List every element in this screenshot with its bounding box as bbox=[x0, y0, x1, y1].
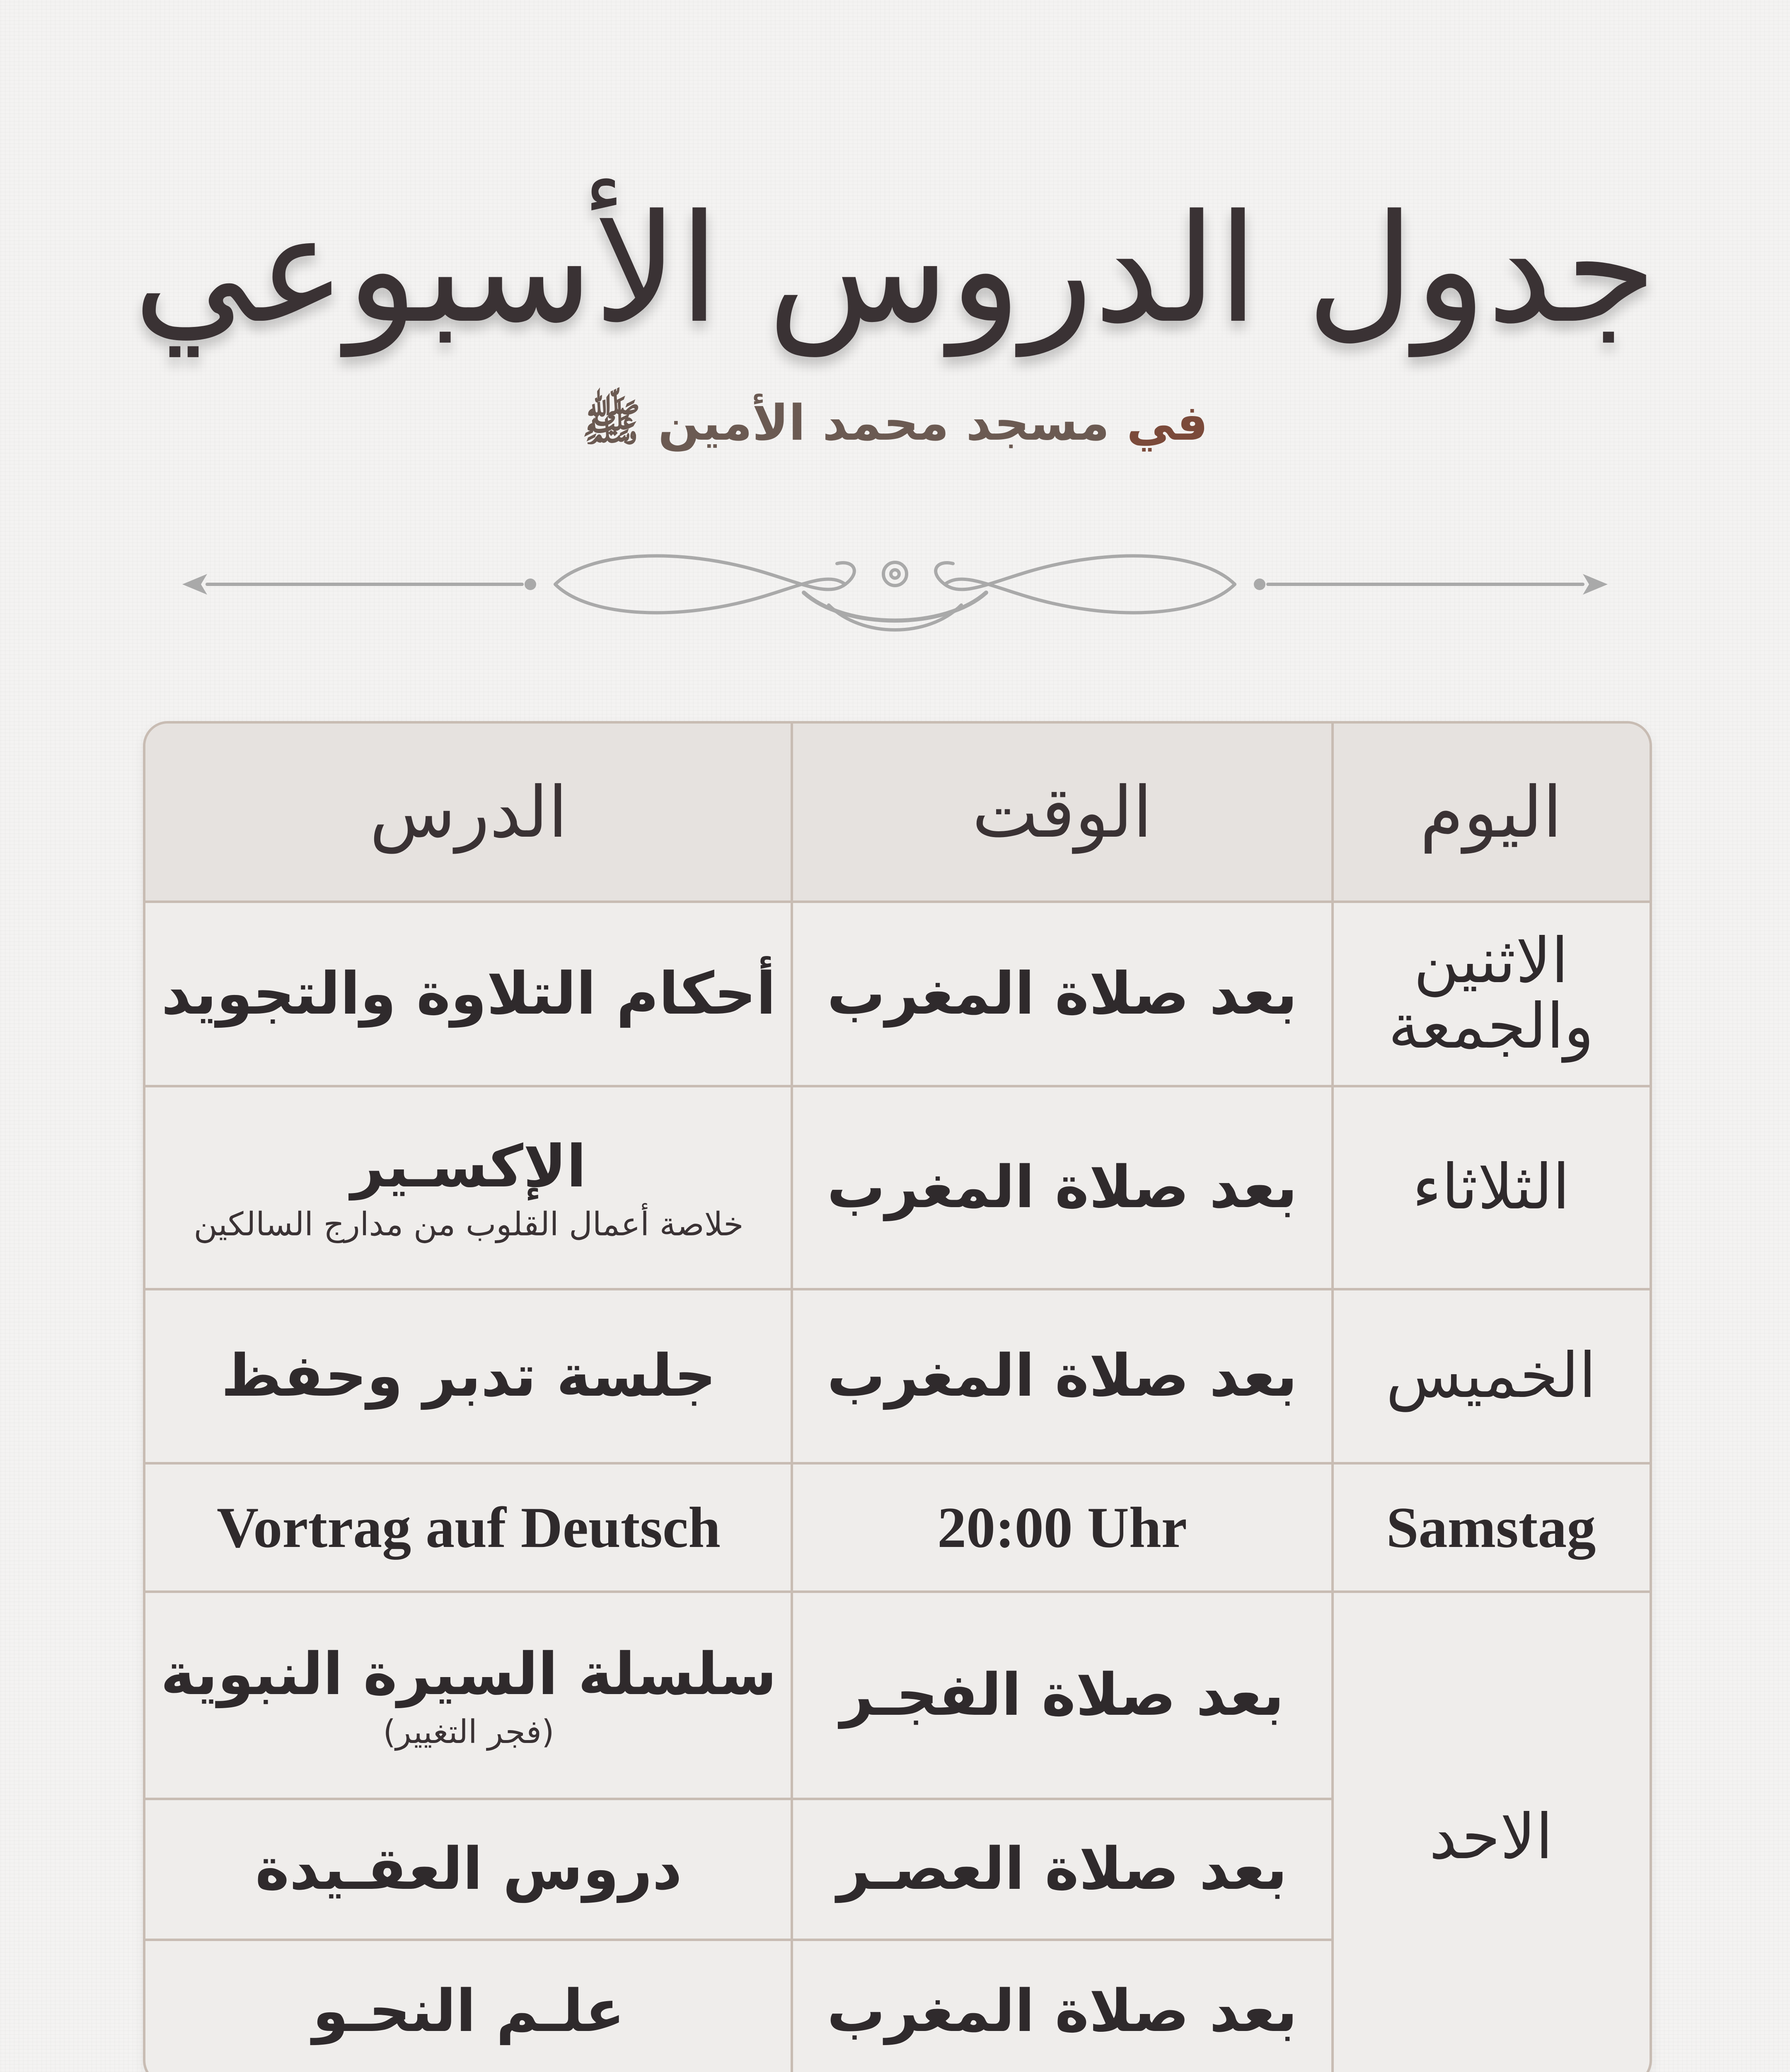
header-day bbox=[1333, 724, 1650, 902]
page-title: جدول الدروس الأسبوعي bbox=[133, 182, 1657, 356]
table-divider bbox=[1331, 724, 1334, 2072]
lesson-label: علـم النحـو bbox=[312, 1977, 625, 2045]
table-row-time bbox=[792, 1463, 1333, 1592]
lesson-label: الإكسـير bbox=[351, 1133, 587, 1201]
table-divider bbox=[145, 1939, 1333, 1941]
header-time bbox=[792, 724, 1333, 902]
table-divider bbox=[145, 1085, 1650, 1087]
table-row-lesson bbox=[145, 1940, 792, 2072]
lesson-label: دروس العقـيدة bbox=[255, 1835, 682, 1903]
table-row-day bbox=[1333, 1463, 1650, 1592]
day-label: الاثنين والجمعة bbox=[1388, 925, 1594, 1063]
subtitle-text: مسجد محمد الأمين ﷺ bbox=[582, 394, 1110, 451]
table-row-lesson bbox=[145, 902, 792, 1086]
table-row-lesson bbox=[145, 1289, 792, 1463]
table-row-time bbox=[792, 1289, 1333, 1463]
header-day-label: اليوم bbox=[1420, 772, 1563, 854]
table-divider bbox=[145, 900, 1650, 903]
table-row-day bbox=[1333, 1289, 1650, 1463]
day-label: الاحد bbox=[1429, 1801, 1553, 1873]
table-divider bbox=[145, 1798, 1333, 1800]
table-row-lesson bbox=[145, 1463, 792, 1592]
lesson-label: أحكام التلاوة والتجويد bbox=[161, 960, 776, 1028]
header-time-label: الوقت bbox=[972, 772, 1153, 854]
day-label: الخميس bbox=[1386, 1340, 1596, 1412]
lesson-label: سلسلة السيرة النبوية bbox=[160, 1641, 777, 1708]
time-label: بعد صلاة الفجـر bbox=[840, 1661, 1284, 1729]
lesson-sublabel: خلاصة أعمال القلوب من مدارج السالكين bbox=[194, 1206, 744, 1243]
table-row-lesson bbox=[145, 1592, 792, 1799]
lesson-label: جلسة تدبر وحفظ bbox=[221, 1342, 716, 1410]
table-row-time bbox=[792, 902, 1333, 1086]
table-row-time bbox=[792, 1086, 1333, 1289]
table-row-lesson bbox=[145, 1086, 792, 1289]
lesson-sublabel: (فجر التغيير) bbox=[383, 1714, 554, 1751]
schedule-table bbox=[143, 721, 1652, 2072]
subtitle-prefix: في bbox=[1126, 394, 1208, 451]
table-divider bbox=[791, 724, 793, 2072]
table-divider bbox=[145, 1462, 1650, 1464]
table-row-time bbox=[792, 1940, 1333, 2072]
lesson-label: Vortrag auf Deutsch bbox=[217, 1495, 721, 1560]
time-label: بعد صلاة المغرب bbox=[827, 1977, 1298, 2045]
table-row-lesson bbox=[145, 1799, 792, 1940]
table-row-time bbox=[792, 1592, 1333, 1799]
table-row-day bbox=[1333, 1592, 1650, 2072]
header-lesson bbox=[145, 724, 792, 902]
page-subtitle bbox=[0, 381, 1790, 464]
time-label: بعد صلاة المغرب bbox=[827, 960, 1298, 1028]
table-divider bbox=[145, 1590, 1650, 1593]
table-row-day bbox=[1333, 1086, 1650, 1289]
time-label: بعد صلاة العصـر bbox=[837, 1835, 1287, 1903]
day-label: الثلاثاء bbox=[1412, 1151, 1570, 1224]
day-label: Samstag bbox=[1386, 1495, 1596, 1560]
time-label: بعد صلاة المغرب bbox=[827, 1342, 1298, 1410]
table-divider bbox=[145, 1288, 1650, 1290]
table-row-day bbox=[1333, 902, 1650, 1086]
time-label: بعد صلاة المغرب bbox=[827, 1154, 1298, 1221]
table-row-time bbox=[792, 1799, 1333, 1940]
decorative-divider bbox=[182, 535, 1608, 651]
header-lesson-label: الدرس bbox=[370, 772, 568, 854]
time-label: 20:00 Uhr bbox=[937, 1495, 1187, 1560]
